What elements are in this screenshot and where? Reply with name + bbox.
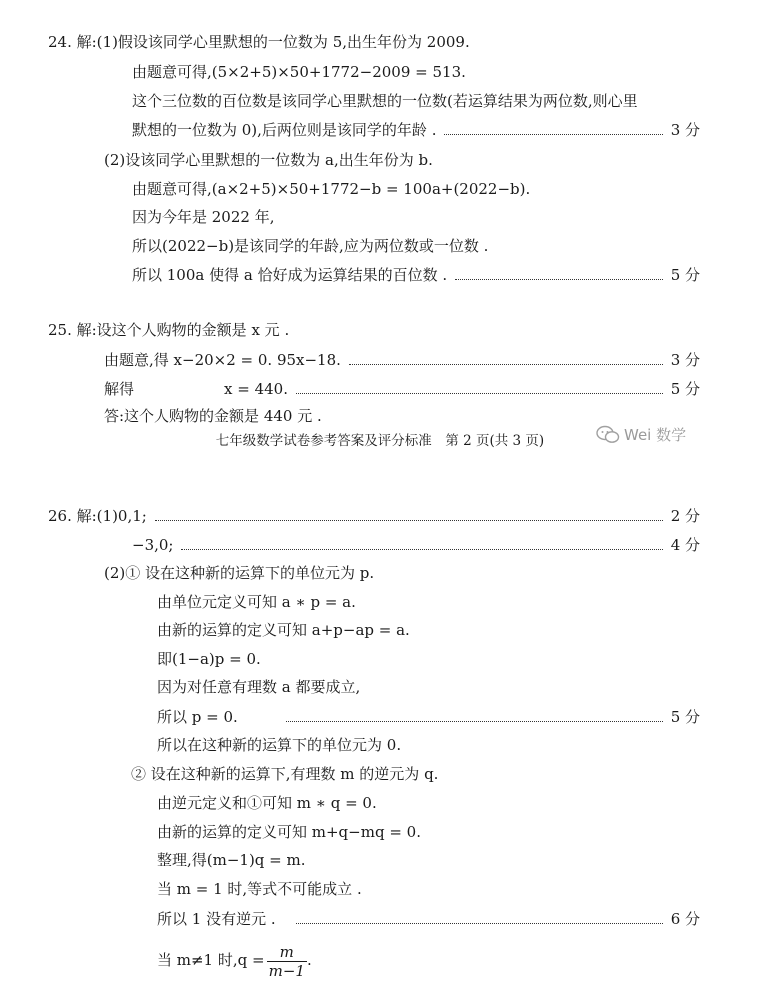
- page-footer: 七年级数学试卷参考答案及评分标准 第 2 页(共 3 页): [215, 433, 545, 449]
- q24-line-2: 由题意可得,(5×2+5)×50+1772−2009 = 513.: [132, 63, 466, 81]
- q26-line-8: [157, 706, 700, 728]
- q26-line-16-text: 当 m≠1 时,q =: [157, 951, 265, 969]
- q25-line-2-text: 由题意,得 x−20×2 = 0. 95x−18.: [104, 351, 341, 369]
- fraction-denominator: m−1: [268, 961, 305, 980]
- score-label: 3 分: [670, 351, 700, 369]
- q26-line-4: 由单位元定义可知 a ∗ p = a.: [157, 593, 356, 611]
- dot-leader: [455, 279, 663, 280]
- q26-line-5: 由新的运算的定义可知 a+p−ap = a.: [157, 621, 410, 639]
- q25-line-3-value: x = 440.: [224, 380, 288, 398]
- q26-line-1: [48, 505, 700, 527]
- q25-line-2: [104, 349, 700, 371]
- q24-line-4: [132, 119, 700, 141]
- q26-line-13: 整理,得(m−1)q = m.: [157, 851, 306, 869]
- score-label: 5 分: [670, 266, 700, 284]
- dot-leader: [296, 923, 663, 924]
- q25-line-1: 25. 解:设这个人购物的金额是 x 元 .: [48, 321, 290, 339]
- dot-leader: [155, 520, 663, 521]
- q24-line-6: 由题意可得,(a×2+5)×50+1772−b = 100a+(2022−b).: [132, 180, 531, 198]
- q26-line-10: ② 设在这种新的运算下,有理数 m 的逆元为 q.: [131, 765, 439, 783]
- q24-line-3: 这个三位数的百位数是该同学心里默想的一位数(若运算结果为两位数,则心里: [132, 92, 638, 110]
- q24-line-5: (2)设该同学心里默想的一位数为 a,出生年份为 b.: [104, 151, 433, 169]
- score-label: 6 分: [670, 910, 700, 928]
- dot-leader: [286, 721, 663, 722]
- q26-line-2-text: −3,0;: [132, 536, 174, 554]
- q26-line-12: 由新的运算的定义可知 m+q−mq = 0.: [157, 823, 421, 841]
- q24-line-9: [132, 264, 700, 286]
- watermark: [596, 424, 686, 445]
- q26-line-15: [157, 908, 700, 930]
- q26-line-16: [157, 938, 312, 982]
- q25-line-4: 答:这个人购物的金额是 440 元 .: [104, 407, 322, 425]
- q26-line-11: 由逆元定义和①可知 m ∗ q = 0.: [157, 794, 377, 812]
- dot-leader: [444, 134, 662, 135]
- q24-line-1: 24. 解:(1)假设该同学心里默想的一位数为 5,出生年份为 2009.: [48, 33, 470, 51]
- q26-line-9: 所以在这种新的运算下的单位元为 0.: [157, 736, 402, 754]
- fraction-numerator: m: [267, 943, 307, 962]
- score-label: 5 分: [670, 708, 700, 726]
- fraction: [267, 943, 307, 980]
- score-label: 5 分: [670, 380, 700, 398]
- q26-line-1-text: 26. 解:(1)0,1;: [48, 507, 147, 525]
- dot-leader: [349, 364, 663, 365]
- q26-line-14: 当 m = 1 时,等式不可能成立 .: [157, 880, 362, 898]
- score-label: 4 分: [670, 536, 700, 554]
- q25-line-3-label: 解得: [104, 380, 135, 398]
- q26-line-16-end: .: [306, 951, 312, 969]
- q26-line-6: 即(1−a)p = 0.: [157, 650, 261, 668]
- score-label: 2 分: [670, 507, 700, 525]
- q26-line-8-text: 所以 p = 0.: [157, 708, 238, 726]
- score-label: 3 分: [670, 121, 700, 139]
- dot-leader: [181, 549, 662, 550]
- q26-line-7: 因为对任意有理数 a 都要成立,: [157, 678, 361, 696]
- q26-line-15-text: 所以 1 没有逆元 .: [157, 910, 276, 928]
- q26-line-3: (2)① 设在这种新的运算下的单位元为 p.: [104, 564, 375, 582]
- q26-line-2: [132, 534, 700, 556]
- wechat-icon: [596, 425, 620, 445]
- q24-line-9-text: 所以 100a 使得 a 恰好成为运算结果的百位数 .: [132, 266, 448, 284]
- q24-line-8: 所以(2022−b)是该同学的年龄,应为两位数或一位数 .: [132, 237, 489, 255]
- dot-leader: [296, 393, 663, 394]
- watermark-text: Wei 数学: [624, 426, 687, 444]
- q24-line-4-text: 默想的一位数为 0),后两位则是该同学的年龄 .: [132, 121, 437, 139]
- q24-line-7: 因为今年是 2022 年,: [132, 208, 275, 226]
- q25-line-3: [104, 378, 700, 400]
